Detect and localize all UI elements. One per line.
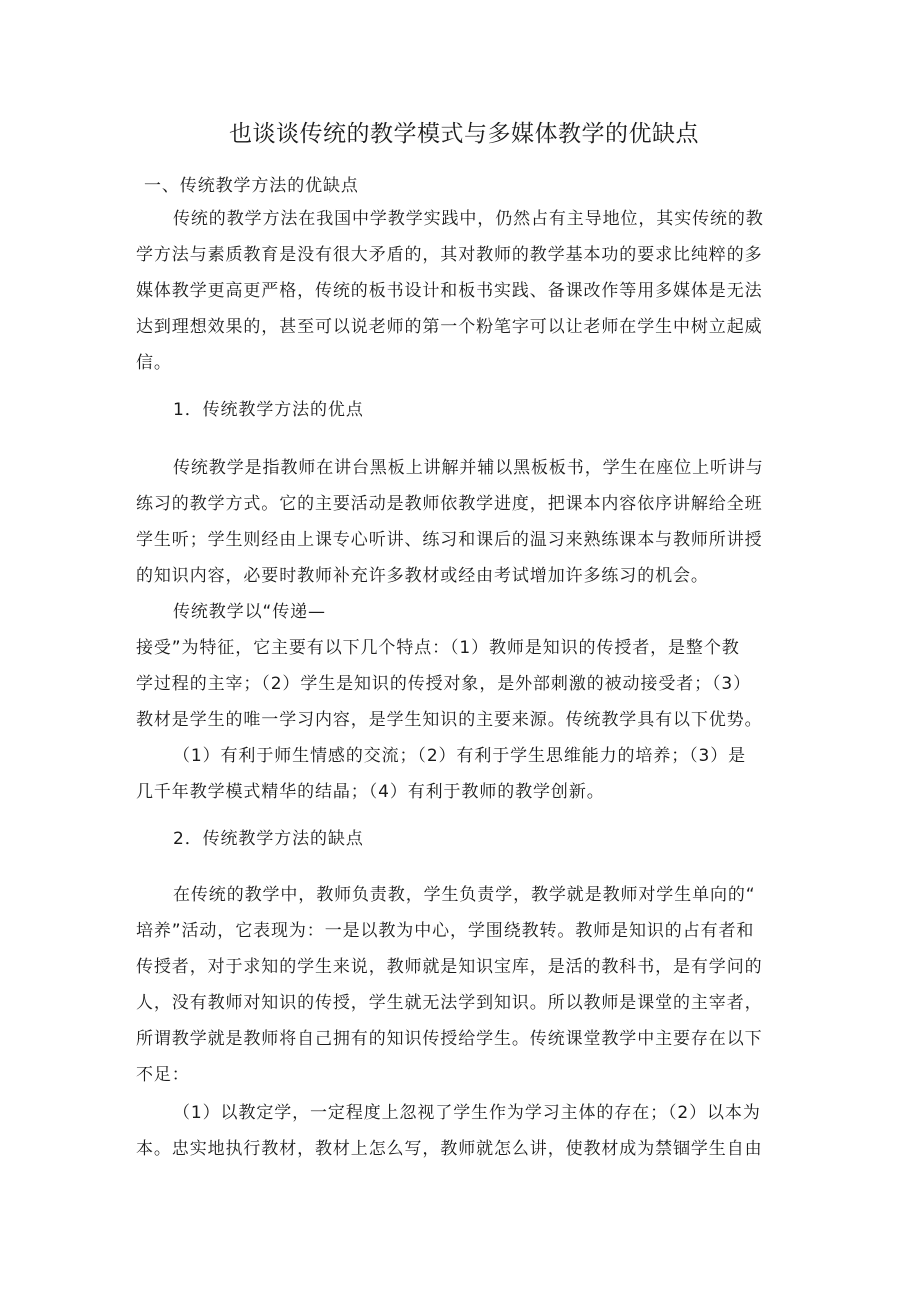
paragraph-line: 人，没有教师对知识的传授，学生就无法学到知识。所以教师是课堂的主宰者， [136,993,763,1013]
paragraph-line: 学方法与素质教育是没有很大矛盾的，其对教师的教学基本功的要求比纯粹的多 [136,245,763,265]
paragraph-line: 传统教学以“传递— [173,602,326,622]
paragraph-5 [136,877,788,1093]
subheading-text: 2．传统教学方法的缺点 [173,829,364,849]
paragraph-3 [136,594,788,738]
paragraph-1 [136,201,788,381]
subheading-disadvantages [136,821,788,857]
paragraph-line: 在传统的教学中，教师负责教，学生负责学，教学就是教师对学生单向的“ [173,885,756,905]
paragraph-line: 接受”为特征，它主要有以下几个特点：（1）教师是知识的传授者，是整个教 [136,638,740,658]
subheading-advantages [136,392,788,428]
paragraph-line: 传统的教学方法在我国中学教学实践中，仍然占有主导地位，其实传统的教 [173,209,764,229]
paragraph-6 [136,1095,788,1167]
paragraph-line: （1）以教定学，一定程度上忽视了学生作为学习主体的存在；（2）以本为 [173,1103,761,1123]
section-heading-text: 一、传统教学方法的优缺点 [144,176,359,196]
paragraph-4 [136,738,788,810]
paragraph-line: 媒体教学更高更严格，传统的板书设计和板书实践、备课改作等用多媒体是无法 [136,281,763,301]
paragraph-line: 培养”活动，它表现为：一是以教为中心，学围绕教转。教师是知识的占有者和 [136,921,755,941]
paragraph-line: 传统教学是指教师在讲台黑板上讲解并辅以黑板板书，学生在座位上听讲与 [173,458,764,478]
paragraph-2 [136,450,788,594]
paragraph-line: 传授者，对于求知的学生来说，教师就是知识宝库，是活的教科书，是有学问的 [136,957,763,977]
subheading-text: 1．传统教学方法的优点 [173,400,364,420]
paragraph-line: 信。 [136,353,172,373]
paragraph-line: 所谓教学就是教师将自己拥有的知识传授给学生。传统课堂教学中主要存在以下 [136,1029,763,1049]
paragraph-line: （1）有利于师生情感的交流；（2）有利于学生思维能力的培养；（3）是 [173,746,747,766]
paragraph-line: 练习的教学方式。它的主要活动是教师依教学进度，把课本内容依序讲解给全班 [136,494,763,514]
paragraph-line: 学过程的主宰；（2）学生是知识的传授对象，是外部刺激的被动接受者；（3） [136,674,752,694]
paragraph-line: 学生听；学生则经由上课专心听讲、练习和课后的温习来熟练课本与教师所讲授 [136,530,763,550]
paragraph-line: 的知识内容，必要时教师补充许多教材或经由考试增加许多练习的机会。 [136,566,709,586]
document-title: 也谈谈传统的教学模式与多媒体教学的优缺点 [229,121,699,147]
paragraph-line: 本。忠实地执行教材，教材上怎么写，教师就怎么讲，使教材成为禁锢学生自由 [136,1139,763,1159]
paragraph-line: 达到理想效果的，甚至可以说老师的第一个粉笔字可以让老师在学生中树立起威 [136,317,763,337]
section-heading [136,168,788,204]
paragraph-line: 不足： [136,1065,190,1085]
paragraph-line: 几千年教学模式精华的结晶；（4）有利于教师的教学创新。 [136,782,605,802]
paragraph-line: 教材是学生的唯一学习内容，是学生知识的主要来源。传统教学具有以下优势。 [136,710,763,730]
